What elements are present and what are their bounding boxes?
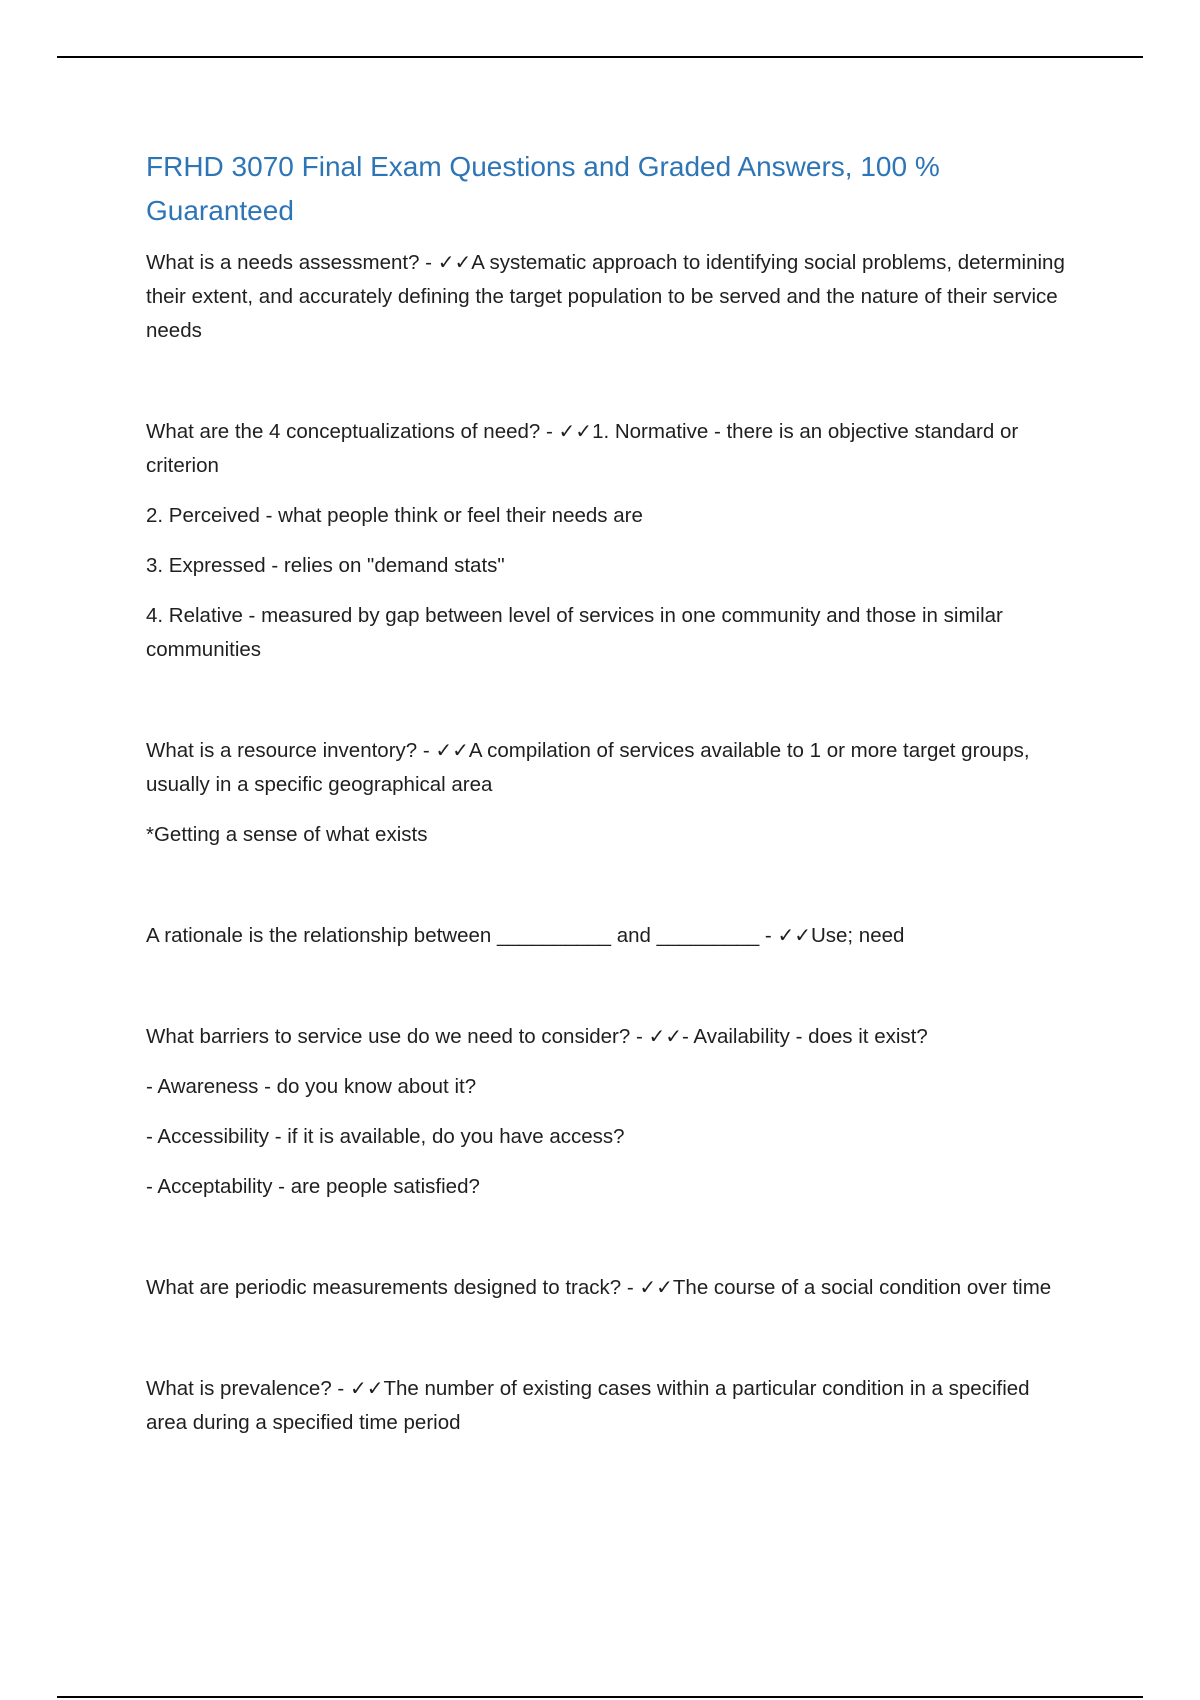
question-text: A rationale is the relationship between __________ and _________ - (146, 924, 778, 947)
check-mark-icon: ✓✓ (558, 419, 593, 443)
question-text: What are the 4 conceptualizations of need? - (146, 420, 559, 443)
question-text: What is a resource inventory? - (146, 739, 436, 762)
answer-text: A systematic approach to identifying social problems, determining their extent, and accurately defining the target population to be served and the nature of their service needs (146, 251, 1065, 342)
answer-text: The course of a social condition over time (672, 1276, 1052, 1299)
question-text: What is a needs assessment? - (146, 251, 438, 274)
qa-first-line (146, 414, 1076, 483)
qa-item (146, 1371, 1076, 1440)
answer-line: - Accessibility - if it is available, do you have access? (146, 1125, 625, 1148)
qa-item (146, 733, 1076, 852)
check-mark-icon: ✓✓ (435, 738, 469, 762)
qa-first-line (146, 1371, 1076, 1440)
check-mark-icon: ✓✓ (437, 250, 472, 274)
qa-first-line (146, 1019, 1076, 1054)
qa-item (146, 918, 1076, 953)
answer-line: - Acceptability - are people satisfied? (146, 1175, 480, 1198)
qa-item (146, 414, 1076, 667)
qa-first-line (146, 1270, 1076, 1305)
footer-rule (57, 1696, 1143, 1698)
answer-line: *Getting a sense of what exists (146, 823, 428, 846)
header-rule (57, 56, 1143, 58)
qa-first-line (146, 918, 1076, 953)
qa-item (146, 1019, 1076, 1204)
check-mark-icon: ✓✓ (349, 1376, 384, 1400)
qa-list (146, 245, 1076, 1440)
question-text: What is prevalence? - (146, 1377, 350, 1400)
document-title: FRHD 3070 Final Exam Questions and Graded Answers, 100 % Guaranteed (146, 151, 940, 226)
question-text: What are periodic measurements designed to track? - (146, 1276, 640, 1299)
check-mark-icon: ✓✓ (777, 923, 811, 947)
answer-line: - Awareness - do you know about it? (146, 1075, 477, 1098)
answer-text: - Availability - does it exist? (682, 1025, 928, 1048)
document-body (146, 145, 1076, 1456)
question-text: What barriers to service use do we need to consider? - (146, 1025, 649, 1048)
qa-first-line (146, 733, 1076, 802)
qa-item (146, 245, 1076, 348)
qa-item (146, 1270, 1076, 1305)
check-mark-icon: ✓✓ (648, 1024, 683, 1048)
check-mark-icon: ✓✓ (639, 1275, 673, 1299)
answer-text: A compilation of services available to 1 or more target groups, usually in a specific geographical area (146, 739, 1030, 796)
answer-text: Use; need (810, 924, 905, 947)
answer-line: 3. Expressed - relies on "demand stats" (146, 554, 505, 577)
answer-text: 1. Normative - there is an objective standard or criterion (146, 420, 1019, 477)
answer-line: 4. Relative - measured by gap between level of services in one community and those in similar communities (146, 604, 1003, 661)
answer-line: 2. Perceived - what people think or feel their needs are (146, 504, 643, 527)
answer-text: The number of existing cases within a particular condition in a specified area during a specified time period (146, 1377, 1030, 1434)
qa-first-line (146, 245, 1076, 348)
